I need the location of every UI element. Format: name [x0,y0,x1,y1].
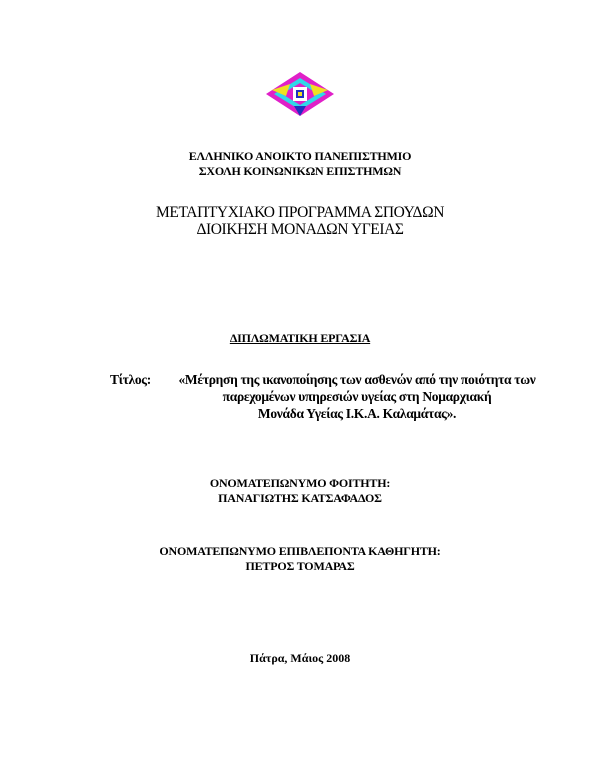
institution-block [0,149,600,179]
student-name: ΠΑΝΑΓΙΩΤΗΣ ΚΑΤΣΑΦΑΔΟΣ [218,491,382,505]
supervisor-label: ΟΝΟΜΑΤΕΠΩΝΥΜΟ ΕΠΙΒΛΕΠΟΝΤΑ ΚΑΘΗΓΗΤΗ: [159,544,441,558]
university-name: ΕΛΛΗΝΙΚΟ ΑΝΟΙΚΤΟ ΠΑΝΕΠΙΣΤΗΜΙΟ [188,149,412,163]
student-label: ΟΝΟΜΑΤΕΠΩΝΥΜΟ ΦΟΙΤΗΤΗ: [209,476,391,490]
title-line: παρεχομένων υπηρεσιών υγείας στη Νομαρχιακή [222,389,492,404]
university-logo [264,70,336,118]
program-specialization: ΔΙΟΙΚΗΣΗ ΜΟΝΑΔΩΝ ΥΓΕΙΑΣ [196,221,404,238]
title-label: Τίτλος: [110,372,151,387]
supervisor-block [0,544,600,574]
place-date: Πάτρα, Μάιος 2008 [249,651,351,665]
program-name: ΜΕΤΑΠΤΥΧΙΑΚΟ ΠΡΟΓΡΑΜΜΑ ΣΠΟΥΔΩΝ [156,204,444,221]
program-block [0,204,600,238]
school-name: ΣΧΟΛΗ ΚΟΙΝΩΝΙΚΩΝ ΕΠΙΣΤΗΜΩΝ [198,164,402,178]
thesis-label: ΔΙΠΛΩΜΑΤΙΚΗ ΕΡΓΑΣΙΑ [229,331,371,345]
title-line: Μονάδα Υγείας Ι.Κ.Α. Καλαμάτας». [257,406,457,421]
supervisor-name: ΠΕΤΡΟΣ ΤΟΜΑΡΑΣ [245,559,355,573]
thesis-title [162,371,552,422]
student-block [0,476,600,506]
title-line: «Μέτρηση της ικανοποίησης των ασθενών από την ποιότητα των [178,372,536,387]
